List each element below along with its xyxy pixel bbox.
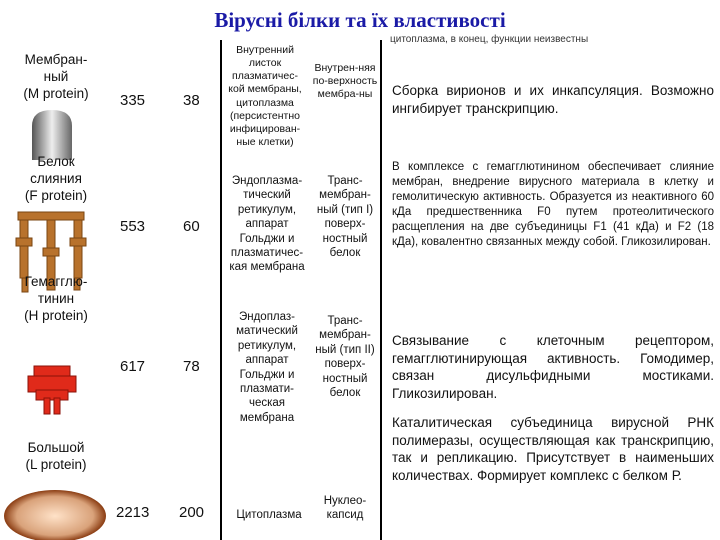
virion-location: Нуклео-капсид [323,495,367,522]
amino-acid-count: 335 [120,92,146,109]
column-divider [220,40,222,540]
function-description: Связывание с клеточным рецептором, гемагглютинирующая активность. Гомодимер, связан дисульфидными мостиками. Гликозилирован. [392,333,714,401]
virion-location: Внутрен-няя по-верхность мембра-ны [312,62,378,101]
synthesis-location: Цитоплазма [236,509,302,521]
molecular-weight: 78 [183,358,200,375]
column-divider [380,40,382,540]
virion-location: Транс-мембран-ный (тип II) поверх-ностный белок [315,315,375,399]
protein-name-l: Большой (L protein) [25,440,87,472]
protein-name-m: Мембран- ный (M protein) [23,52,89,101]
synthesis-location: Внутренний листок плазматичес-кой мембраны, цитоплазма (персистентно инфицирован-ные клетки) [228,44,302,148]
cut-header-text: цитоплазма, в конец, функции неизвестны [390,34,589,45]
function-description: Сборка вирионов и их инкапсуляция. Возможно ингибирует транскрипцию. [392,83,714,116]
m-protein-icon [30,108,74,160]
amino-acid-count: 553 [120,218,146,235]
protein-name-f: Белок слияния (F protein) [24,154,88,203]
protein-table [0,34,720,540]
molecular-weight: 38 [183,92,200,109]
protein-name-h: Гемагглю- тинин (H protein) [24,274,88,323]
virion-location: Транс-мембран-ный (тип I) поверх-ностный белок [316,175,374,259]
function-description: В комплексе с гемагглютинином обеспечивает слияние мембран, внедрение вирусного материала в клетку и гемолитическую активность. Образуется из неактивного 60 кДа предшественника F0 путем протеолитического расщепления на две субъединицы F1 (41 кДа) и F2 (18 кДа), ковалентно связанных между собой. Гликозилирован. [392,161,714,248]
l-protein-icon [2,482,108,540]
h-protein-icon [24,362,80,418]
synthesis-location: Эндоплазма-тический ретикулум, аппарат Гольджи и плазматичес-кая мембрана [229,175,305,274]
amino-acid-count: 2213 [116,504,150,521]
synthesis-location: Эндоплаз-матический ретикулум, аппарат Гольджи и плазмати-ческая мембрана [236,311,298,424]
function-description: Каталитическая субъединица вирусной РНК полимеразы, осуществляющая как транскрипцию, так и репликацию. Присутствует в наименьших количествах. Формирует комплекс с белком Р. [392,415,714,483]
page-title: Вірусні білки та їх властивості [214,8,506,32]
molecular-weight: 60 [183,218,200,235]
amino-acid-count: 617 [120,358,146,375]
molecular-weight: 200 [179,504,205,521]
